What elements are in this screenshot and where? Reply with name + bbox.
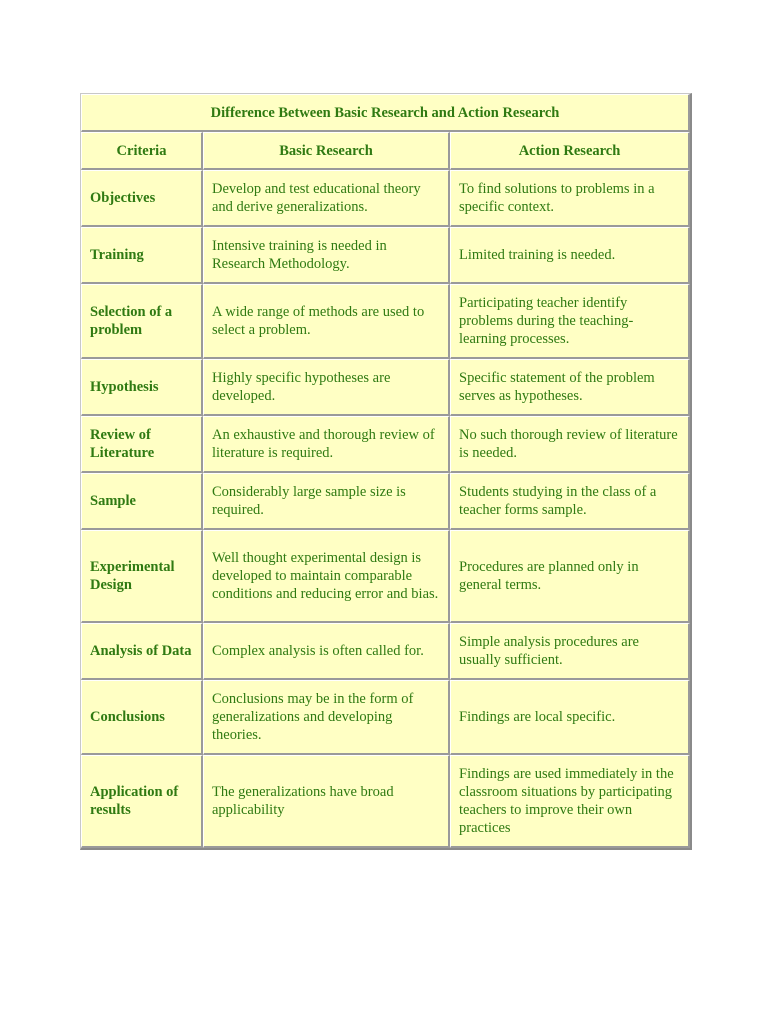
table-row — [81, 284, 690, 359]
table-row — [81, 416, 690, 473]
criteria-cell: Review of Literature — [81, 416, 203, 473]
criteria-cell: Conclusions — [81, 680, 203, 755]
table-row — [81, 473, 690, 530]
basic-research-cell: Complex analysis is often called for. — [203, 623, 450, 680]
action-research-cell: Participating teacher identify problems during the teaching-learning processes. — [450, 284, 690, 359]
table-row — [81, 623, 690, 680]
action-research-cell: Procedures are planned only in general terms. — [450, 530, 690, 623]
action-research-cell: No such thorough review of literature is needed. — [450, 416, 690, 473]
action-research-cell: Simple analysis procedures are usually sufficient. — [450, 623, 690, 680]
basic-research-cell: Conclusions may be in the form of generalizations and developing theories. — [203, 680, 450, 755]
table-row — [81, 170, 690, 227]
criteria-cell: Hypothesis — [81, 359, 203, 416]
action-research-cell: Findings are local specific. — [450, 680, 690, 755]
basic-research-cell: Intensive training is needed in Research Methodology. — [203, 227, 450, 284]
table-row — [81, 227, 690, 284]
criteria-cell: Experimental Design — [81, 530, 203, 623]
criteria-cell: Objectives — [81, 170, 203, 227]
action-research-cell: Specific statement of the problem serves as hypotheses. — [450, 359, 690, 416]
criteria-cell: Sample — [81, 473, 203, 530]
basic-research-cell: Considerably large sample size is required. — [203, 473, 450, 530]
action-research-cell: Limited training is needed. — [450, 227, 690, 284]
table-header-row — [81, 132, 690, 170]
action-research-cell: Findings are used immediately in the classroom situations by participating teachers to improve their own practices — [450, 755, 690, 848]
header-basic-research: Basic Research — [203, 132, 450, 170]
criteria-cell: Analysis of Data — [81, 623, 203, 680]
header-criteria: Criteria — [81, 132, 203, 170]
criteria-cell: Training — [81, 227, 203, 284]
basic-research-cell: Highly specific hypotheses are developed. — [203, 359, 450, 416]
header-action-research: Action Research — [450, 132, 690, 170]
table-row — [81, 680, 690, 755]
table-row — [81, 530, 690, 623]
action-research-cell: To find solutions to problems in a specific context. — [450, 170, 690, 227]
table-title: Difference Between Basic Research and Action Research — [81, 94, 690, 132]
criteria-cell: Selection of a problem — [81, 284, 203, 359]
table-row — [81, 359, 690, 416]
basic-research-cell: Well thought experimental design is developed to maintain comparable conditions and reducing error and bias. — [203, 530, 450, 623]
basic-research-cell: Develop and test educational theory and derive generalizations. — [203, 170, 450, 227]
basic-research-cell: The generalizations have broad applicability — [203, 755, 450, 848]
basic-research-cell: An exhaustive and thorough review of literature is required. — [203, 416, 450, 473]
criteria-cell: Application of results — [81, 755, 203, 848]
table-title-row — [81, 94, 690, 132]
table-row — [81, 755, 690, 848]
basic-research-cell: A wide range of methods are used to select a problem. — [203, 284, 450, 359]
comparison-table — [80, 93, 692, 850]
action-research-cell: Students studying in the class of a teacher forms sample. — [450, 473, 690, 530]
